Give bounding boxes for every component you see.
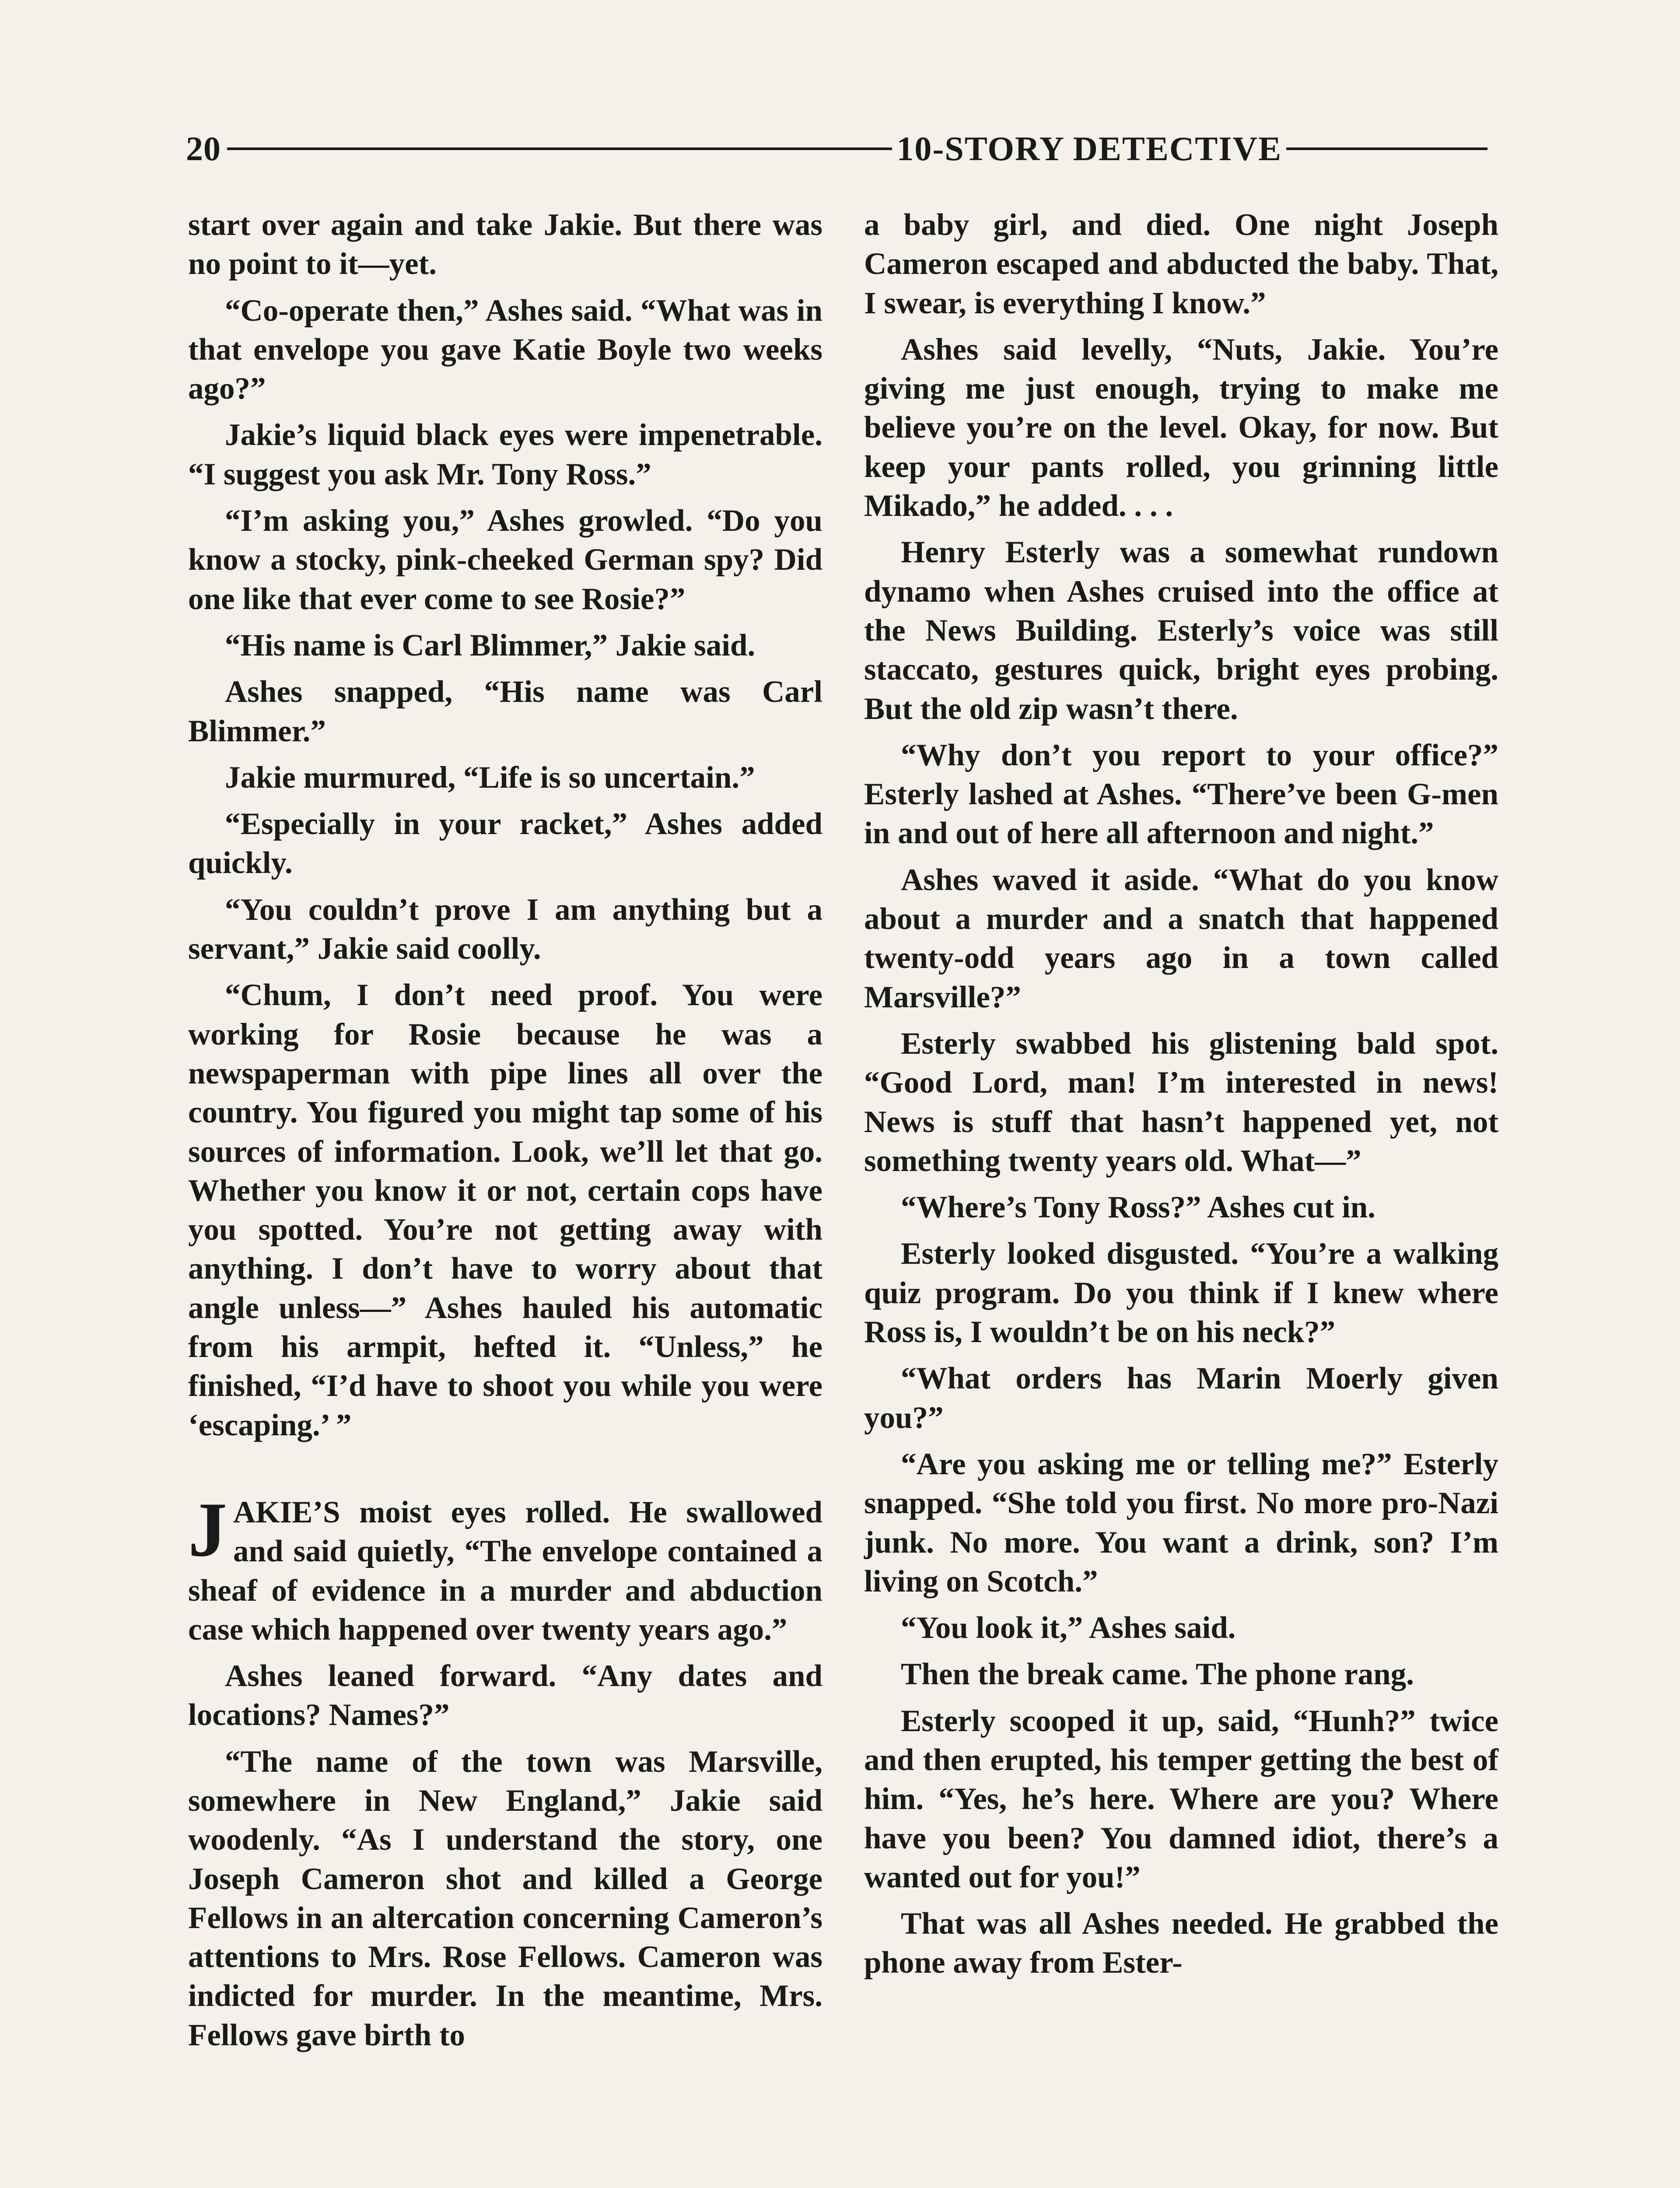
right-column: [864, 206, 1498, 2188]
paragraph: Ashes snapped, “His name was Carl Blimmer.”: [188, 675, 822, 748]
left-column: [188, 206, 822, 2188]
paragraph: Jakie murmured, “Life is so uncertain.”: [225, 760, 755, 795]
paragraph: Ashes waved it aside. “What do you know about a murder and a snatch that happened twenty-odd years ago in a town called Marsville?”: [864, 863, 1498, 1014]
paragraph: Henry Esterly was a somewhat rundown dynamo when Ashes cruised into the office at the News Building. Esterly’s voice was still staccato, gestures quick, bright eyes probing. But the old zip wasn’t there.: [864, 535, 1498, 726]
paragraph: “I’m asking you,” Ashes growled. “Do you know a stocky, pink-cheeked German spy? Did one like that ever come to see Rosie?”: [188, 504, 822, 616]
header-rule-right: [1286, 147, 1488, 150]
paragraph: Esterly scooped it up, said, “Hunh?” twice and then erupted, his temper getting the best of him. “Yes, he’s here. Where are you? Where have you been? You damned idiot, there’s a wanted out for you!”: [864, 1704, 1498, 1894]
paragraph: “Where’s Tony Ross?” Ashes cut in.: [901, 1190, 1376, 1225]
paragraph: Ashes leaned forward. “Any dates and locations? Names?”: [188, 1659, 822, 1732]
dropcap-paragraph: [188, 1486, 822, 1649]
paragraph: “You couldn’t prove I am anything but a servant,” Jakie said coolly.: [188, 892, 822, 966]
paragraph: Ashes said levelly, “Nuts, Jakie. You’re giving me just enough, trying to make me believe you’re on the level. Okay, for now. But keep your pants rolled, you grinning little Mikado,” he added. . . .: [864, 332, 1498, 523]
paragraph: That was all Ashes needed. He grabbed the phone away from Ester-: [864, 1907, 1498, 1980]
magazine-title: 10-STORY DETECTIVE: [896, 130, 1282, 168]
paragraph: Then the break came. The phone rang.: [901, 1657, 1414, 1692]
dropcap-text: AKIE’S moist eyes rolled. He swallowed and said quietly, “The envelope contained a sheaf of evidence in a murder and abduction case which happened over twenty years ago.”: [188, 1495, 822, 1647]
page-number: 20: [186, 130, 221, 168]
paragraph: “Co-operate then,” Ashes said. “What was in that envelope you gave Katie Boyle two weeks ago?”: [188, 293, 822, 406]
page-header: [186, 125, 1488, 173]
paragraph: “You look it,” Ashes said.: [901, 1611, 1236, 1645]
paragraph: start over again and take Jakie. But there was no point to it—yet.: [188, 208, 822, 281]
paragraph: “What orders has Marin Moerly given you?”: [864, 1361, 1498, 1435]
paragraph: Jakie’s liquid black eyes were impenetrable. “I suggest you ask Mr. Tony Ross.”: [188, 418, 822, 491]
paragraph: Esterly swabbed his glistening bald spot. “Good Lord, man! I’m interested in news! News is stuff that hasn’t happened yet, not something twenty years old. What—”: [864, 1026, 1498, 1178]
paragraph: “Are you asking me or telling me?” Esterly snapped. “She told you first. No more pro-Nazi junk. No more. You want a drink, son? I’m living on Scotch.”: [864, 1447, 1498, 1599]
drop-cap: J: [188, 1486, 227, 1573]
paragraph: “Especially in your racket,” Ashes added quickly.: [188, 807, 822, 880]
paragraph: “Chum, I don’t need proof. You were working for Rosie because he was a newspaperman with pipe lines all over the country. You figured you might tap some of his sources of information. Look, we’ll let that go. Whether you know it or not, certain cops have you spotted. You’re not getting away with anything. I don’t have to worry about that angle unless—” Ashes hauled his automatic from his armpit, hefted it. “Unless,” he finished, “I’d have to shoot you while you were ‘escaping.’ ”: [188, 978, 822, 1442]
paragraph: “His name is Carl Blimmer,” Jakie said.: [225, 628, 756, 663]
header-rule-left: [227, 147, 892, 150]
paragraph: “Why don’t you report to your office?” Esterly lashed at Ashes. “There’ve been G-men in and out of here all afternoon and night.”: [864, 738, 1498, 851]
paragraph: a baby girl, and died. One night Joseph Cameron escaped and abducted the baby. That, I swear, is everything I know.”: [864, 208, 1498, 320]
paragraph: Esterly looked disgusted. “You’re a walking quiz program. Do you think if I knew where Ross is, I wouldn’t be on his neck?”: [864, 1237, 1498, 1350]
paragraph: “The name of the town was Marsville, somewhere in New England,” Jakie said woodenly. “As I understand the story, one Joseph Cameron shot and killed a George Fellows in an altercation concerning Cameron’s attentions to Mrs. Rose Fellows. Cameron was indicted for murder. In the meantime, Mrs. Fellows gave birth to: [188, 1744, 822, 2052]
